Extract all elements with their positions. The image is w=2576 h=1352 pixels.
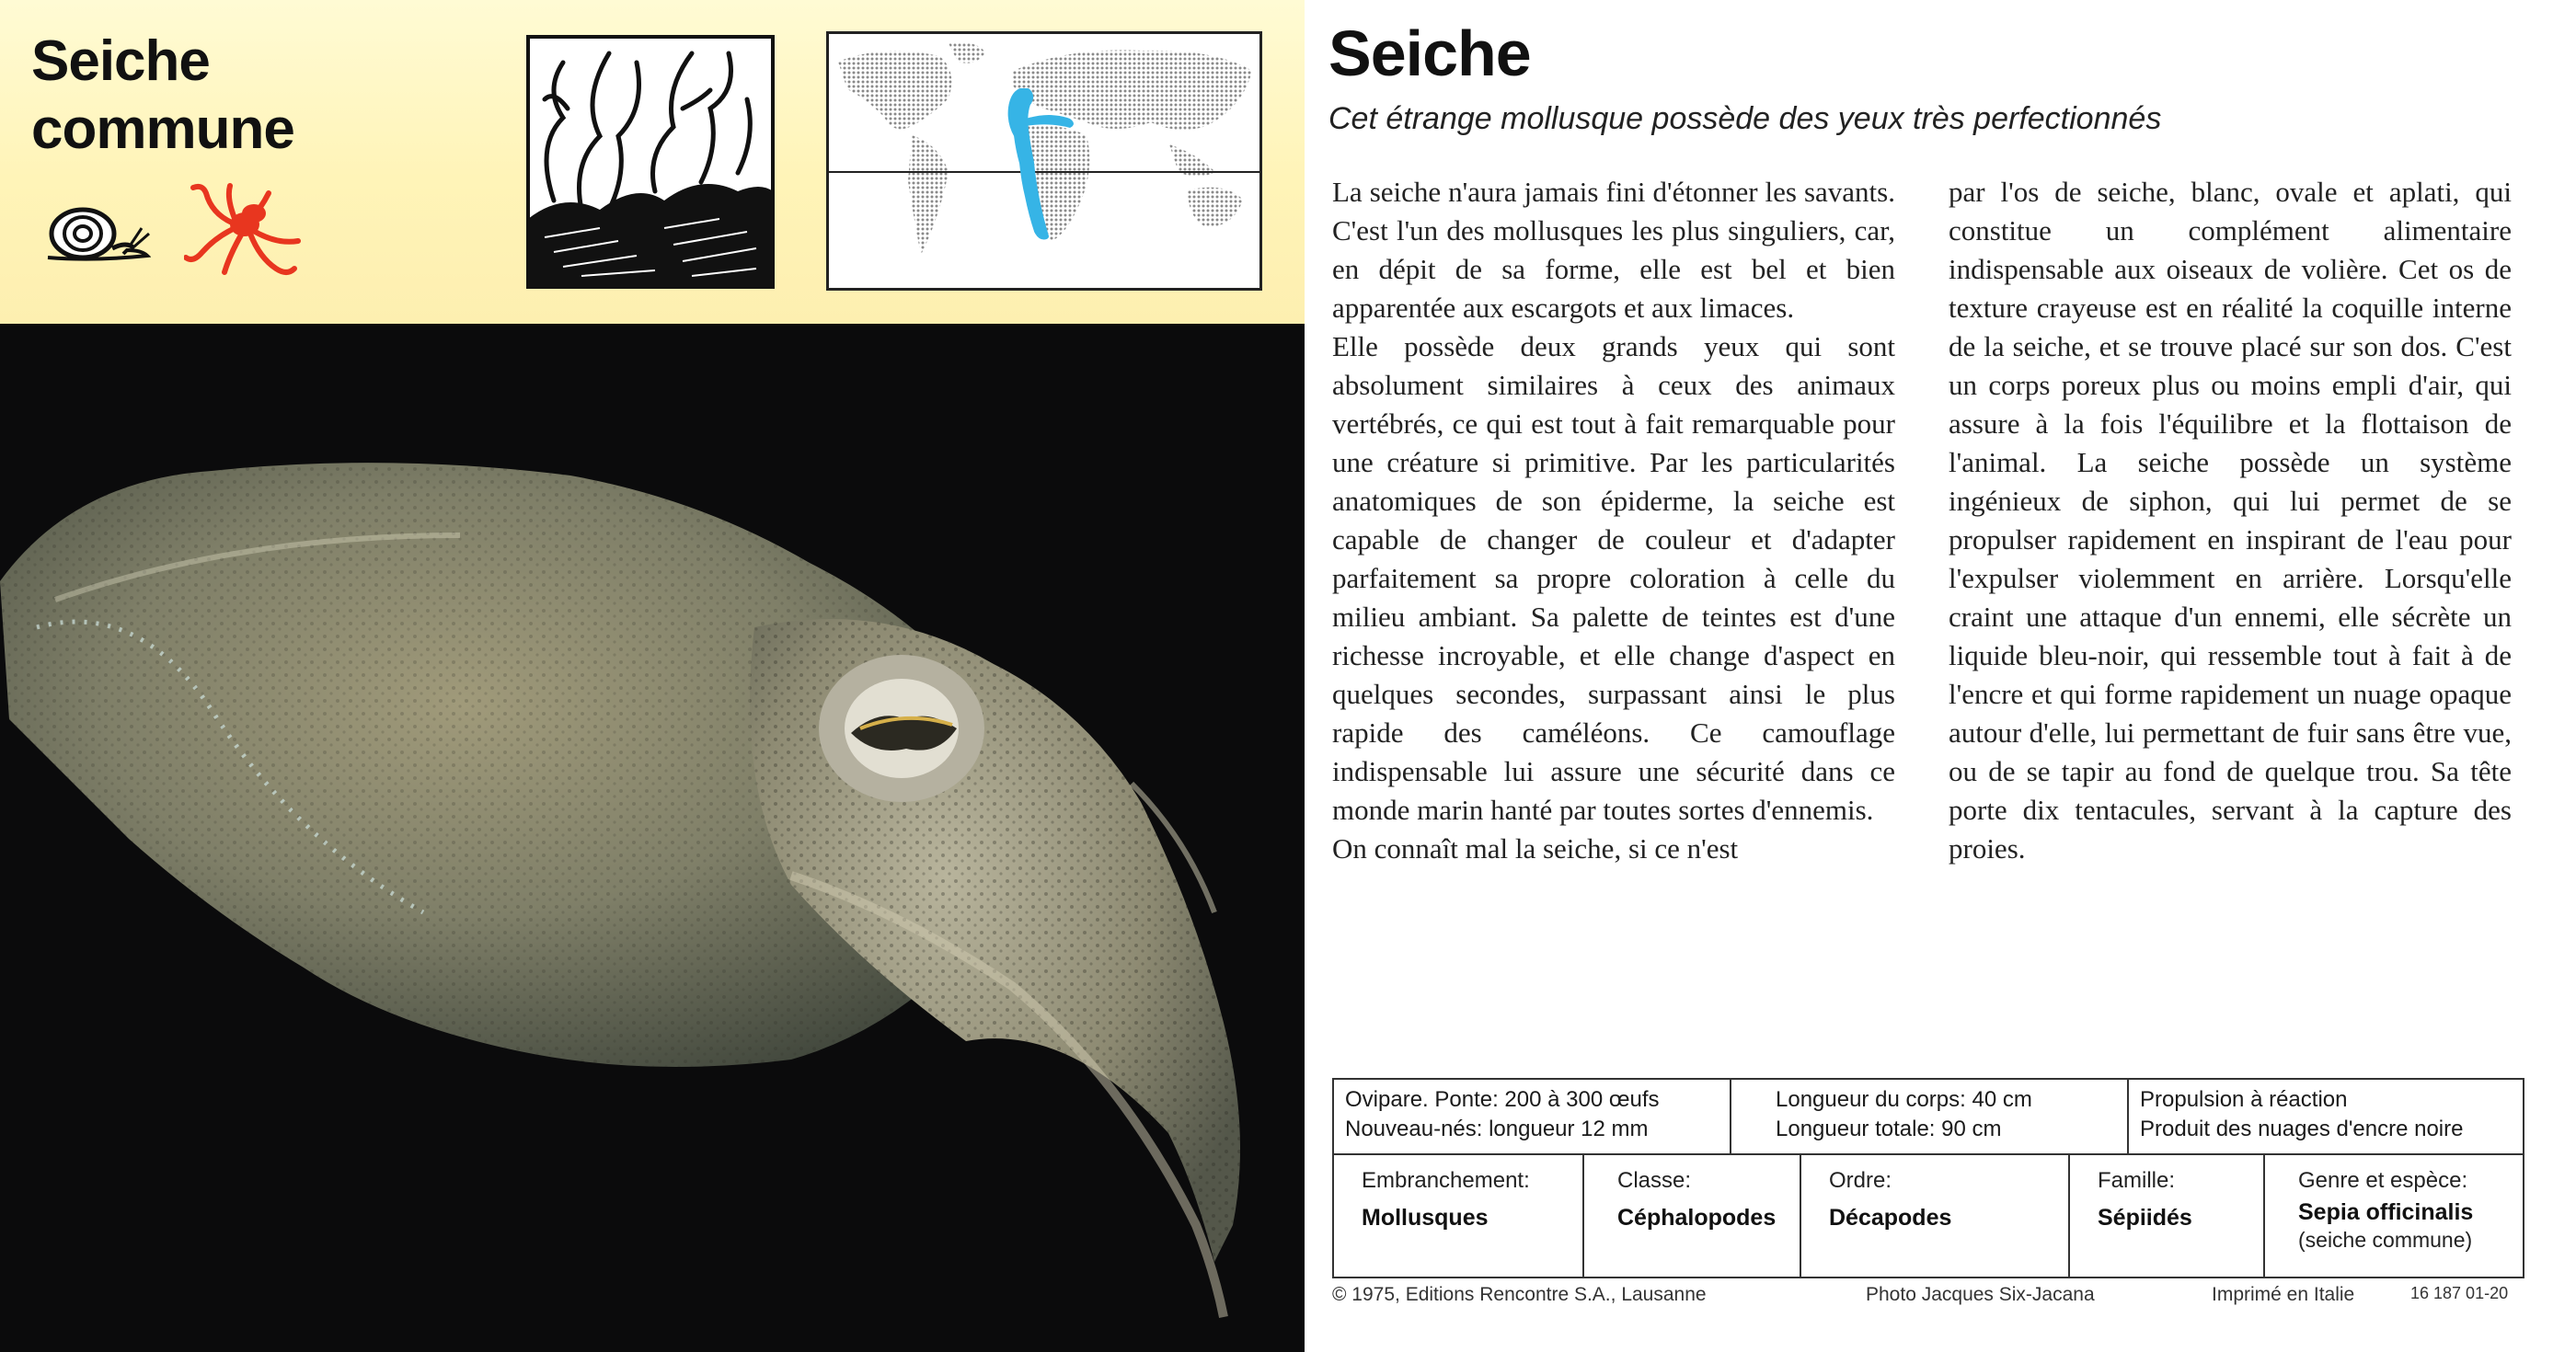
taxon-common-name: (seiche commune) <box>2298 1228 2473 1252</box>
card-code: 16 187 01-20 <box>2410 1284 2509 1302</box>
taxon-value: Sépiidés <box>2098 1205 2192 1231</box>
printed-in: Imprimé en Italie <box>2212 1284 2355 1305</box>
card-title <box>31 28 362 164</box>
snail-icon <box>39 201 151 263</box>
taxon-value: Céphalopodes <box>1617 1205 1777 1231</box>
facts-row <box>1334 1080 2523 1155</box>
footer <box>1332 1284 2524 1313</box>
taxon-famille <box>2068 1153 2263 1277</box>
reproduction-cell <box>1334 1080 1730 1153</box>
paragraph: La seiche n'aura jamais fini d'étonner les savants. C'est l'un des mollusques les plus singuliers, car, en dépit de sa forme, elle est bel et bien apparentée aux escargots et aux limaces. <box>1332 176 1895 324</box>
taxon-value: Décapodes <box>1829 1205 1952 1231</box>
taxon-embranchement <box>1334 1153 1582 1277</box>
copyright-text: © 1975, Editions Rencontre S.A., Lausanne <box>1332 1284 1707 1305</box>
text-column-2 <box>1949 173 2512 868</box>
behaviour-cell <box>2127 1080 2523 1153</box>
size-line-2: Longueur totale: 90 cm <box>1776 1117 2002 1141</box>
cuttlefish-photo <box>0 324 1305 1352</box>
taxon-ordre <box>1800 1153 2068 1277</box>
taxon-label: Ordre: <box>1829 1168 1892 1193</box>
text-column-1 <box>1332 173 1895 868</box>
right-sheet <box>1305 0 2576 1352</box>
paragraph: On connaît mal la seiche, si ce n'est <box>1332 832 1739 865</box>
habitat-illustration <box>526 35 775 289</box>
taxonomy-row <box>1334 1153 2523 1277</box>
size-line-1: Longueur du corps: 40 cm <box>1776 1087 2032 1112</box>
card-title-line2: commune <box>31 97 294 161</box>
taxon-label: Genre et espèce: <box>2298 1168 2468 1193</box>
info-box <box>1332 1078 2524 1278</box>
octopus-icon <box>184 180 304 281</box>
taxon-label: Embranchement: <box>1362 1168 1530 1193</box>
taxon-classe <box>1582 1153 1800 1277</box>
photo-credit: Photo Jacques Six-Jacana <box>1866 1284 2095 1305</box>
article-subtitle: Cet étrange mollusque possède des yeux très perfectionnés <box>1328 101 2162 136</box>
taxon-value: Mollusques <box>1362 1205 1489 1231</box>
taxon-label: Famille: <box>2098 1168 2176 1193</box>
article-title: Seiche <box>1328 17 1531 89</box>
taxon-espece <box>2263 1153 2523 1277</box>
behaviour-line-2: Produit des nuages d'encre noire <box>2140 1117 2464 1141</box>
behaviour-line-1: Propulsion à réaction <box>2140 1087 2348 1112</box>
size-cell <box>1730 1080 2127 1153</box>
reproduction-line-2: Nouveau-nés: longueur 12 mm <box>1345 1117 1649 1141</box>
taxon-value: Sepia officinalis <box>2298 1199 2474 1225</box>
paragraph: Elle possède deux grands yeux qui sont absolument similaires à ceux des animaux vertébrés, ce qui est tout à fait remarquable pour une créature si primitive. Par les particularités anatomiques de son épiderme, la seiche est capable de changer de couleur et d'adapter parfaitement sa propre coloration à celle du milieu ambiant. Sa palette de teintes est d'une richesse incroyable, et elle change d'aspect en quelques secondes, surpassant ainsi le plus rapide des caméléons. Ce camouflage indispensable lui assure une sécurité dans ce monde marin hanté par toutes sortes d'ennemis. <box>1332 330 1895 826</box>
header-band <box>0 0 1305 324</box>
taxon-label: Classe: <box>1617 1168 1692 1193</box>
paragraph: par l'os de seiche, blanc, ovale et aplati, qui constitue un complément alimentaire indispensable aux oiseaux de volière. Cet os de texture crayeuse est en réalité la coquille interne de la seiche, et se trouve placé sur son dos. C'est un corps poreux plus ou moins empli d'air, qui assure à la fois l'équilibre et la flottaison de l'animal. La seiche possède un système ingénieux de siphon, qui lui permet de se propulser rapidement en inspirant de l'eau pour l'expulser violemment en arrière. Lorsqu'elle craint une attaque d'un ennemi, elle sécrète un liquide bleu-noir, qui ressemble tout à fait à de l'encre et qui forme rapidement un nuage opaque autour d'elle, lui permettant de fuir sans être vue, ou de se tapir au fond de quelque trou. Sa tête porte dix tentacules, servant à la capture des proies. <box>1949 176 2512 865</box>
card-title-line1: Seiche <box>31 29 210 93</box>
distribution-map <box>826 31 1262 291</box>
reproduction-line-1: Ovipare. Ponte: 200 à 300 œufs <box>1345 1087 1660 1112</box>
